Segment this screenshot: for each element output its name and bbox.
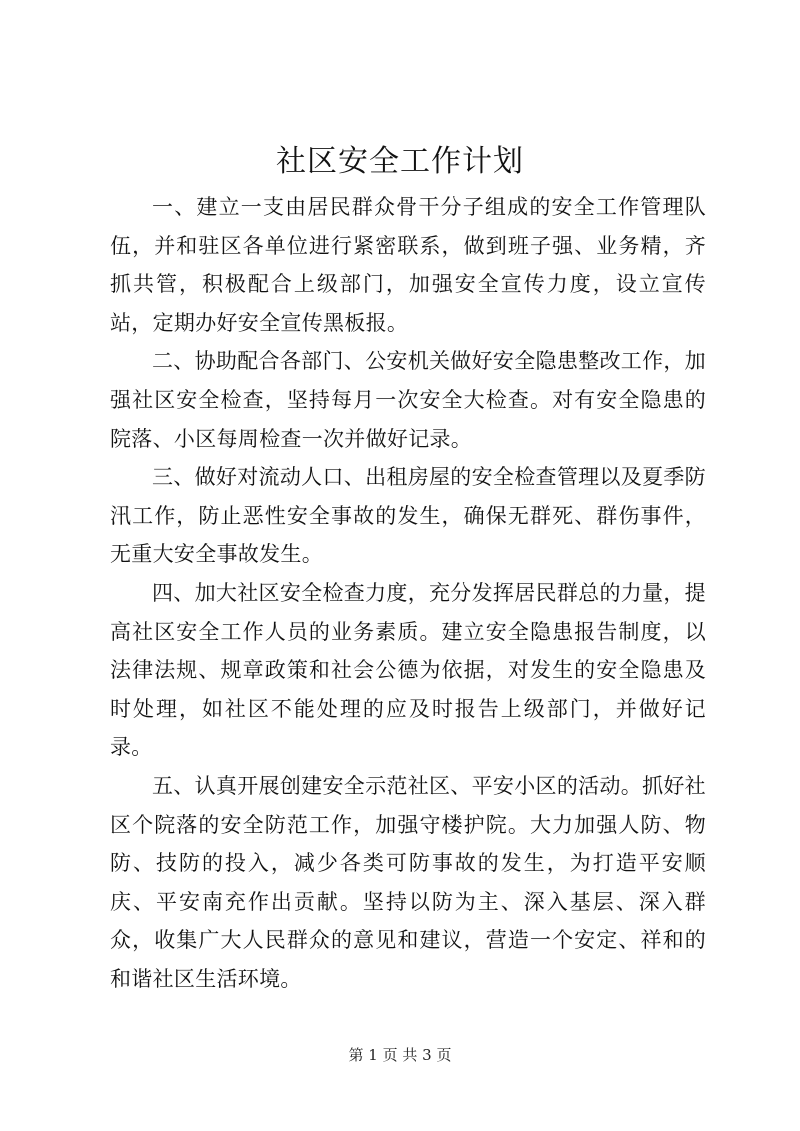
document-title: 社区安全工作计划 — [276, 144, 524, 179]
document-body — [110, 188, 706, 998]
paragraph-4: 四、加大社区安全检查力度，充分发挥居民群总的力量，提高社区安全工作人员的业务素质。建立安全隐患报告制度，以法律法规、规章政策和社会公德为依据，对发生的安全隐患及时处理，如社区不能处理的应及时报告上级部门，并做好记录。 — [110, 580, 706, 760]
paragraph-3: 三、做好对流动人口、出租房屋的安全检查管理以及夏季防汛工作，防止恶性安全事故的发生，确保无群死、群伤事件，无重大安全事故发生。 — [110, 465, 706, 567]
paragraph-1: 一、建立一支由居民群众骨干分子组成的安全工作管理队伍，并和驻区各单位进行紧密联系，做到班子强、业务精，齐抓共管，积极配合上级部门，加强安全宣传力度，设立宣传站，定期办好安全宣传黑板报。 — [110, 195, 706, 335]
page-number-footer: 第 1 页 共 3 页 — [348, 1046, 452, 1064]
paragraph-2: 二、协助配合各部门、公安机关做好安全隐患整改工作，加强社区安全检查，坚持每月一次安全大检查。对有安全隐患的院落、小区每周检查一次并做好记录。 — [110, 349, 706, 451]
paragraph-5: 五、认真开展创建安全示范社区、平安小区的活动。抓好社区个院落的安全防范工作，加强守楼护院。大力加强人防、物防、技防的投入，减少各类可防事故的发生，为打造平安顺庆、平安南充作出贡献。坚持以防为主、深入基层、深入群众，收集广大人民群众的意见和建议，营造一个安定、祥和的和谐社区生活环境。 — [110, 773, 706, 991]
